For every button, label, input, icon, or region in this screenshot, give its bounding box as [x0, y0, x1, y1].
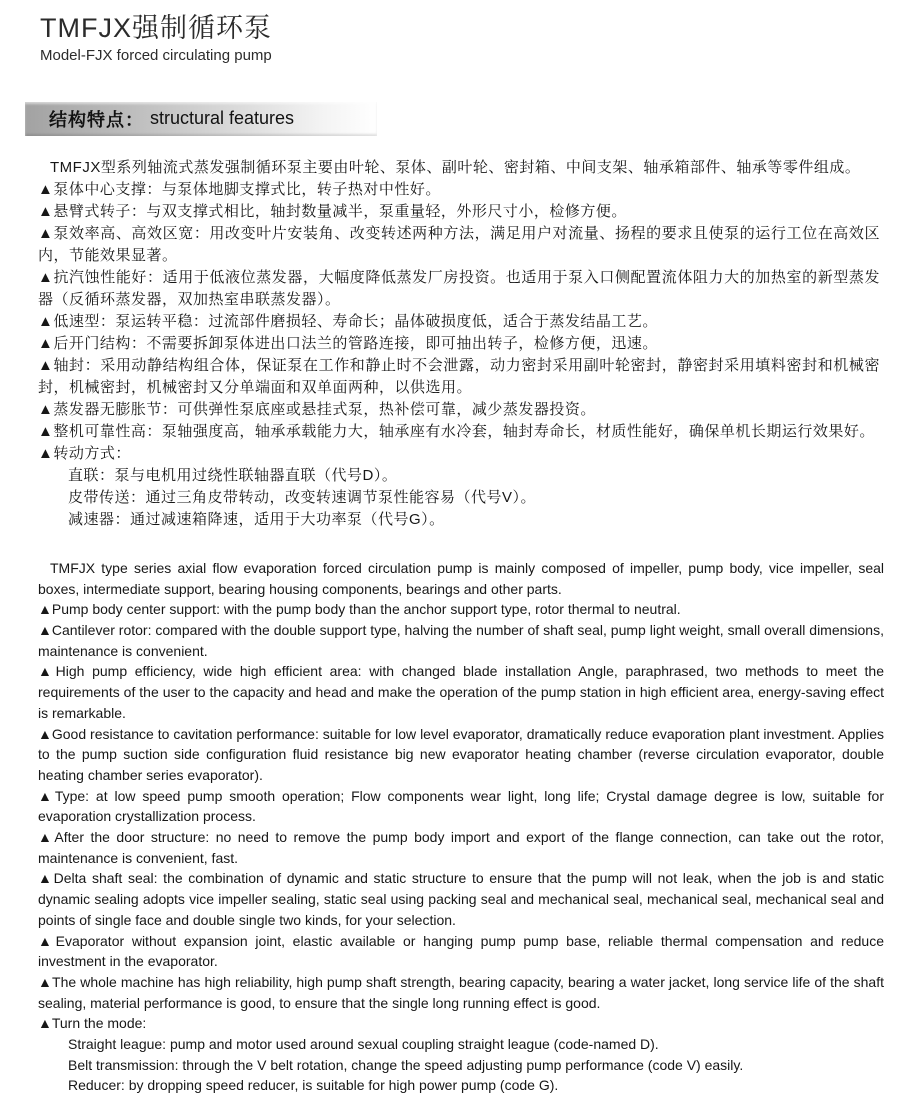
zh-feature-item: ▲整机可靠性高：泵轴强度高，轴承承载能力大，轴承座有水冷套，轴封寿命长，材质性能好，确保单机长期运行效果好。	[38, 422, 875, 440]
zh-feature-item: ▲泵效率高、高效区宽：用改变叶片安装角、改变转述两种方法，满足用户对流量、扬程的要求且使泵的运行工位在高效区内，节能效果显著。	[38, 224, 880, 264]
zh-drive-mode-item: 皮带传送：通过三角皮带转动，改变转速调节泵性能容易（代号V）。	[68, 488, 537, 506]
zh-feature-item: ▲蒸发器无膨胀节：可供弹性泵底座或悬挂式泵，热补偿可靠，减少蒸发器投资。	[38, 400, 596, 418]
zh-feature-item: ▲抗汽蚀性能好：适用于低液位蒸发器，大幅度降低蒸发厂房投资。也适用于泵入口侧配置流体阻力大的加热室的新型蒸发器（反循环蒸发器，双加热室串联蒸发器）。	[38, 268, 880, 308]
features-en-block	[38, 558, 884, 1096]
en-intro-paragraph: TMFJX type series axial flow evaporation forced circulation pump is mainly composed of impeller, pump body, vice impeller, seal boxes, intermediate support, bearing housing components, bearings and other parts.	[38, 559, 884, 597]
en-feature-item: ▲Delta shaft seal: the combination of dynamic and static structure to ensure that the pump will not leak, when the job is and static dynamic sealing adopts vice impeller sealing, static seal using packing seal and mechanical seal, mechanical seal, mechanical seal and points of single face and double single two kinds, for your selection.	[38, 870, 884, 928]
zh-feature-item: ▲泵体中心支撑：与泵体地脚支撑式比，转子热对中性好。	[38, 180, 441, 198]
en-feature-item: ▲Pump body center support: with the pump body than the anchor support type, rotor thermal to neutral.	[38, 601, 681, 618]
en-drive-mode-item: Belt transmission: through the V belt rotation, change the speed adjusting pump performance (code V) easily.	[68, 1056, 744, 1073]
page-title-en: Model-FJX forced circulating pump	[40, 47, 272, 65]
en-feature-item: ▲After the door structure: no need to remove the pump body import and export of the flange connection, can take out the rotor, maintenance is convenient, fast.	[38, 829, 884, 866]
en-feature-item: ▲High pump efficiency, wide high efficient area: with changed blade installation Angle, paraphrased, two methods to meet the requirements of the user to the capacity and head and make the operation of the pump station in high efficient area, energy-saving effect is remarkable.	[38, 663, 884, 721]
en-feature-item: ▲The whole machine has high reliability, high pump shaft strength, bearing capacity, bearing a water jacket, long service life of the shaft sealing, material performance is good, to ensure that the single long running effect is good.	[38, 973, 884, 1011]
zh-feature-item: ▲低速型：泵运转平稳：过流部件磨损轻、寿命长；晶体破损度低，适合于蒸发结晶工艺。	[38, 312, 658, 330]
en-drive-mode-item: Straight league: pump and motor used around sexual coupling straight league (code-named D).	[68, 1036, 659, 1053]
section-header-bar	[25, 102, 377, 136]
zh-feature-item: ▲转动方式：	[38, 444, 131, 462]
en-feature-item: ▲Cantilever rotor: compared with the double support type, halving the number of shaft seal, pump light weight, small overall dimensions, maintenance is convenient.	[38, 622, 884, 659]
zh-intro-paragraph: TMFJX型系列轴流式蒸发强制循环泵主要由叶轮、泵体、副叶轮、密封箱、中间支架、轴承箱部件、轴承等零件组成。	[50, 158, 861, 176]
features-zh-block	[38, 157, 880, 531]
zh-drive-mode-item: 直联：泵与电机用过绕性联轴器直联（代号D）。	[68, 466, 398, 484]
zh-feature-item: ▲悬臂式转子：与双支撑式相比，轴封数量减半，泵重量轻，外形尺寸小，检修方便。	[38, 202, 627, 220]
zh-drive-mode-item: 减速器：通过减速箱降速，适用于大功率泵（代号G）。	[68, 510, 445, 528]
zh-feature-item: ▲轴封：采用动静结构组合体，保证泵在工作和静止时不会泄露，动力密封采用副叶轮密封，静密封采用填料密封和机械密封，机械密封，机械密封又分单端面和双单面两种，以供选用。	[38, 356, 880, 396]
en-feature-item: ▲Good resistance to cavitation performance: suitable for low level evaporator, dramatically reduce evaporation plant investment. Applies to the pump suction side configuration fluid resistance big new evaporator heating chamber (reverse circulation evaporator, double heating chamber series evaporator).	[38, 725, 884, 783]
en-feature-item: ▲Type: at low speed pump smooth operation; Flow components wear light, long life; Crystal damage degree is low, suitable for evaporation crystallization process.	[38, 787, 884, 825]
en-feature-item: ▲Turn the mode:	[38, 1015, 147, 1032]
en-drive-mode-item: Reducer: by dropping speed reducer, is suitable for high power pump (code G).	[68, 1077, 559, 1094]
section-header-zh: 结构特点：	[49, 109, 144, 130]
page-title-zh: TMFJX强制循环泵	[40, 13, 272, 43]
en-feature-item: ▲Evaporator without expansion joint, elastic available or hanging pump pump base, reliable thermal compensation and reduce investment in the evaporator.	[38, 932, 884, 970]
section-header-en: structural features	[150, 108, 295, 129]
zh-feature-item: ▲后开门结构：不需要拆卸泵体进出口法兰的管路连接，即可抽出转子，检修方便，迅速。	[38, 334, 658, 352]
